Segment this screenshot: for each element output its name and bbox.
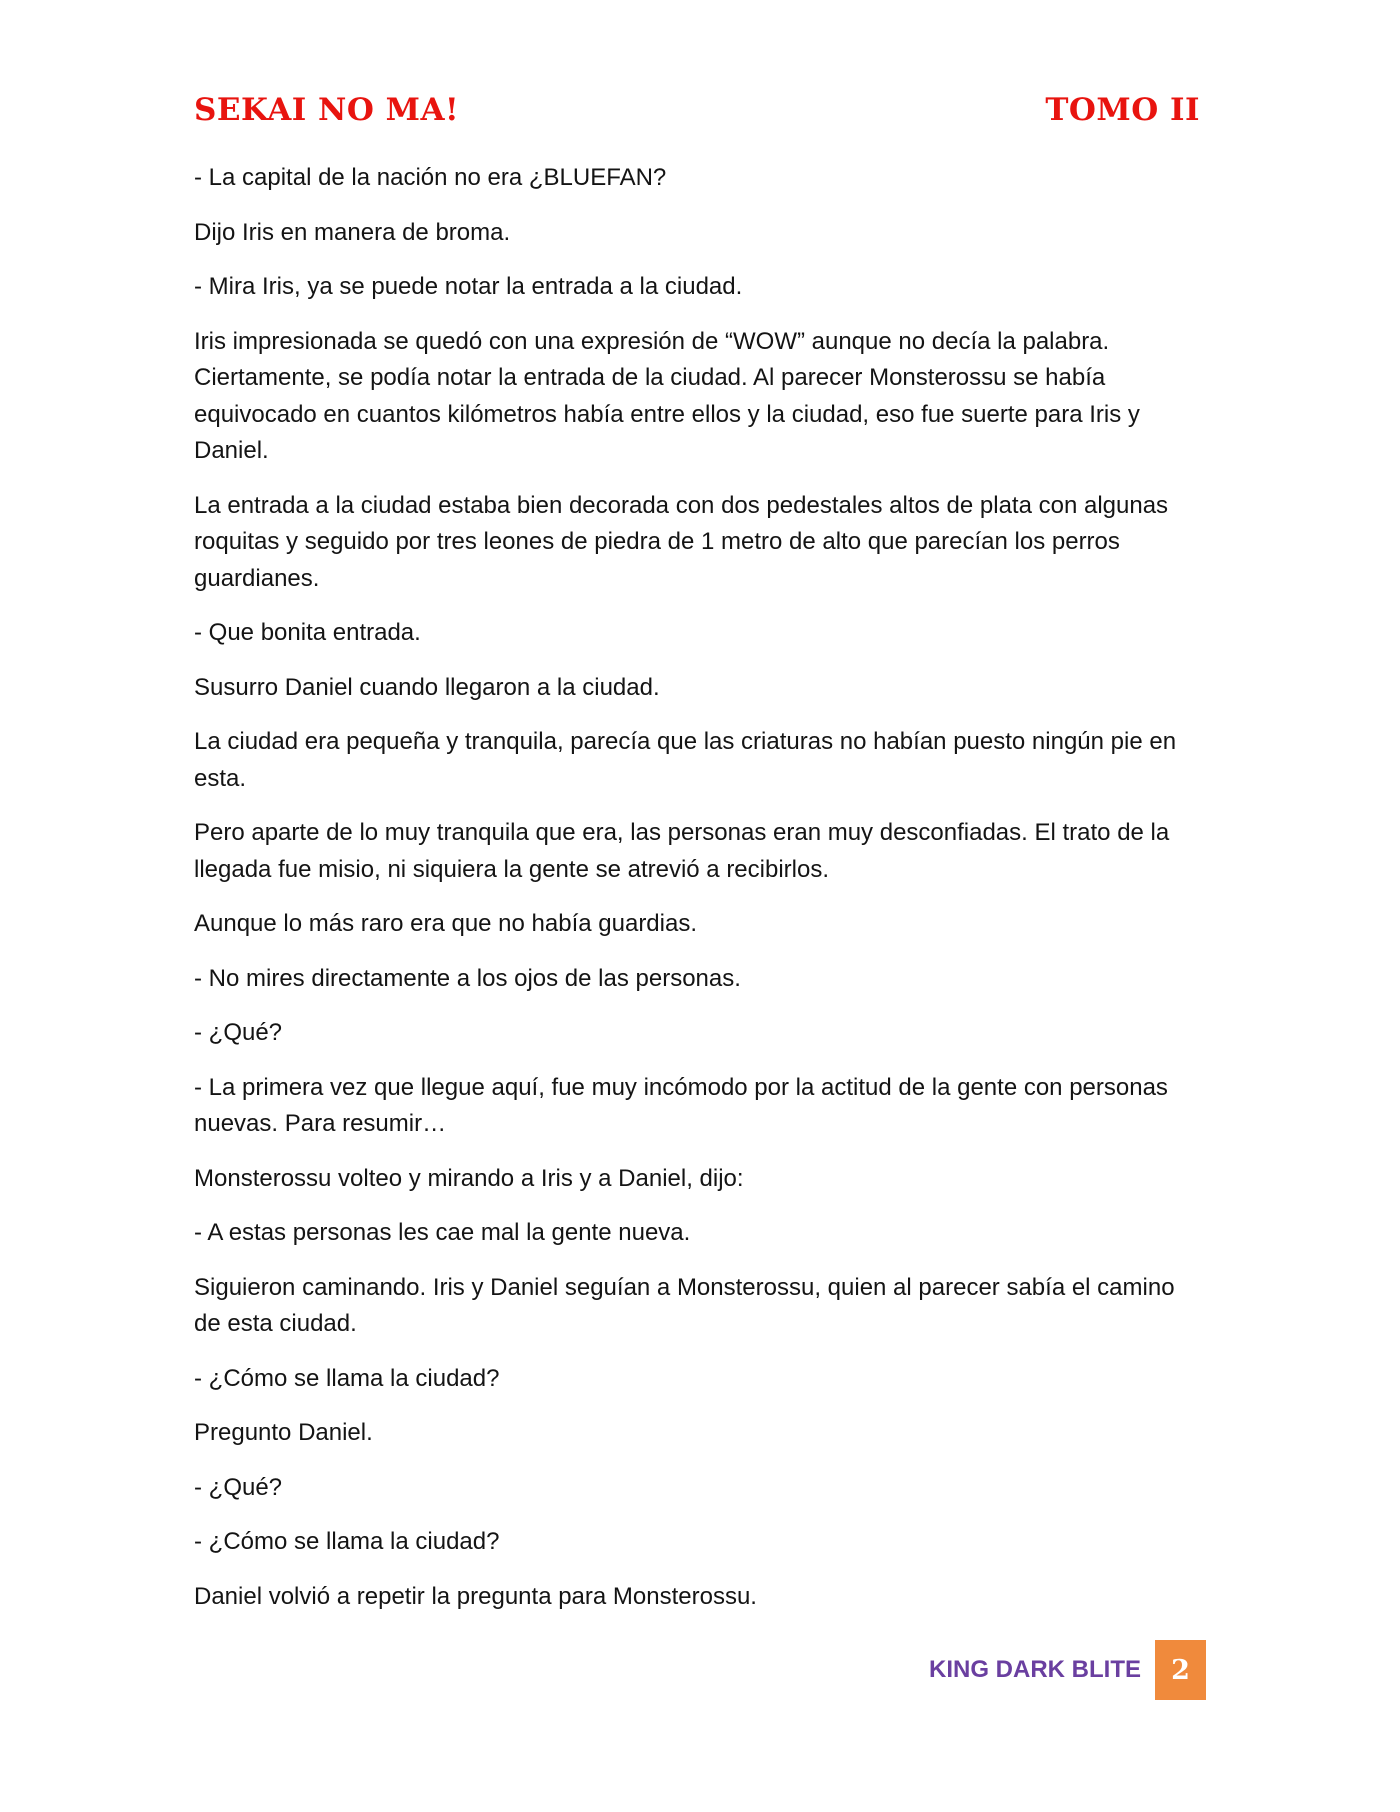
series-title: SEKAI NO MA! bbox=[194, 92, 460, 128]
page-number: 2 bbox=[1171, 1654, 1190, 1686]
paragraph: Siguieron caminando. Iris y Daniel seguían a Monsterossu, quien al parecer sabía el camino de esta ciudad. bbox=[194, 1273, 1175, 1337]
paragraph: La entrada a la ciudad estaba bien decorada con dos pedestales altos de plata con algunas roquitas y seguido por tres leones de piedra de 1 metro de alto que parecían los perros guardianes. bbox=[194, 491, 1169, 592]
author-name: KING DARK BLITE bbox=[929, 1656, 1141, 1683]
paragraph: - La primera vez que llegue aquí, fue muy incómodo por la actitud de la gente con personas nuevas. Para resumir… bbox=[194, 1073, 1168, 1137]
paragraph: Aunque lo más raro era que no había guardias. bbox=[194, 910, 698, 937]
paragraph: - La capital de la nación no era ¿BLUEFAN? bbox=[194, 164, 667, 191]
paragraph: - A estas personas les cae mal la gente nueva. bbox=[194, 1219, 691, 1246]
paragraph: - ¿Cómo se llama la ciudad? bbox=[194, 1528, 500, 1555]
paragraph: - Que bonita entrada. bbox=[194, 619, 421, 646]
paragraph: La ciudad era pequeña y tranquila, parecía que las criaturas no habían puesto ningún pie en esta. bbox=[194, 728, 1177, 792]
paragraph: - Mira Iris, ya se puede notar la entrada a la ciudad. bbox=[194, 273, 743, 300]
paragraph: - ¿Qué? bbox=[194, 1473, 283, 1501]
paragraph: Susurro Daniel cuando llegaron a la ciudad. bbox=[194, 673, 660, 701]
page-number-badge bbox=[1155, 1640, 1206, 1700]
paragraph: Iris impresionada se quedó con una expresión de “WOW” aunque no decía la palabra. Ciertamente, se podía notar la entrada de la ciudad. Al parecer Monsterossu se había equivocado en cuantos kilómetros había entre ellos y la ciudad, eso fue suerte para Iris y Daniel. bbox=[194, 327, 1140, 464]
paragraph: Pregunto Daniel. bbox=[194, 1419, 373, 1446]
paragraph: Pero aparte de lo muy tranquila que era, las personas eran muy desconfiadas. El trato de la llegada fue misio, ni siquiera la gente se atrevió a recibirlos. bbox=[194, 819, 1170, 883]
body-text bbox=[194, 160, 1204, 1633]
paragraph: Monsterossu volteo y mirando a Iris y a Daniel, dijo: bbox=[194, 1164, 744, 1192]
paragraph: - ¿Qué? bbox=[194, 1019, 283, 1046]
paragraph: Daniel volvió a repetir la pregunta para Monsterossu. bbox=[194, 1582, 757, 1610]
volume-title: TOMO II bbox=[1045, 92, 1200, 128]
page-header bbox=[194, 90, 1200, 130]
paragraph: - No mires directamente a los ojos de las personas. bbox=[194, 964, 741, 992]
paragraph: - ¿Cómo se llama la ciudad? bbox=[194, 1364, 500, 1392]
page-footer bbox=[900, 1640, 1206, 1700]
paragraph: Dijo Iris en manera de broma. bbox=[194, 218, 511, 246]
